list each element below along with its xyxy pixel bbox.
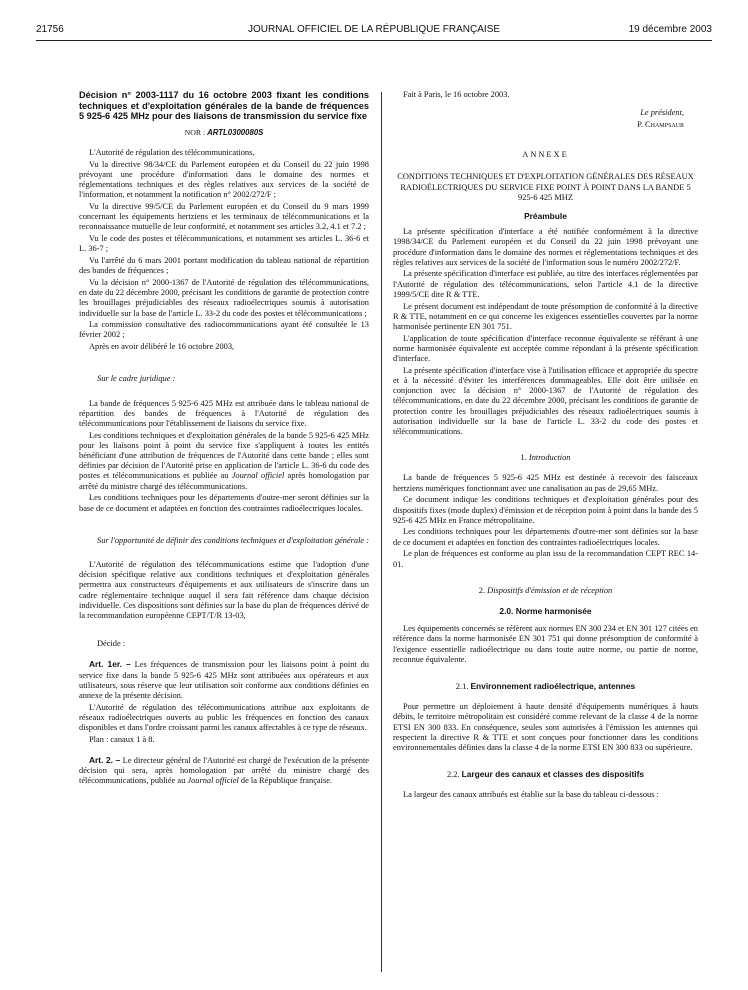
paragraph: Les équipements concernés se réfèrent aux normes EN 300 234 et EN 301 127 citées en référence dans la norme harmonisée EN 301 751 qui donne présomption de conformité à l'exigence essentielle radioélectrique ou dans toute autre norme, ou partie de norme, reconnue équivalente. xyxy=(393,624,698,664)
decision-title: Décision n° 2003-1117 du 16 octobre 2003 fixant les conditions techniques et d'exploitation générales de la bande de fréquences 5 925-6 425 MHz pour des liaisons de transmission du service fixe xyxy=(79,90,369,122)
section-1-heading: 1. Introduction xyxy=(520,453,571,463)
paragraph: La commission consultative des radiocommunications ayant été consultée le 13 février 2002 ; xyxy=(79,320,369,340)
column-divider xyxy=(381,92,382,972)
section-2-1-heading: 2.1. Environnement radioélectrique, antennes xyxy=(455,680,636,691)
article-1-label: Art. 1er. – xyxy=(89,659,131,670)
paragraph: Le présent document est indépendant de toute présomption de conformité à la directive R & TTE, notamment en ce qui concerne les exigences essentielles couvertes par la norme harmonisée pertinente EN 301 751. xyxy=(393,301,698,331)
paragraph: La bande de fréquences 5 925-6 425 MHz est attribuée dans le tableau national de répartition des bandes de fréquences à l'Autorité de régulation des télécommunications pour l'établissement de liaisons du service fixe. xyxy=(79,398,369,428)
section-2-heading: 2. Dispositifs d'émission et de réception xyxy=(478,585,613,595)
paragraph: Ce document indique les conditions techniques et d'exploitation générales pour des dispositifs fixes (mode duplex) d'émission et de réception point à point dans la bande des 5 925-6 425 MHz en France métropolitaine. xyxy=(393,495,698,525)
paragraph: Le plan de fréquences est conforme au plan issu de la recommandation CEPT REC 14-01. xyxy=(393,549,698,569)
page-header xyxy=(36,22,712,41)
nor-code: ARTL0300080S xyxy=(207,127,264,137)
paragraph: Vu la directive 98/34/CE du Parlement européen et du Conseil du 22 juin 1998 prévoyant une procédure d'information dans le domaine des normes et réglementations techniques et des règles relatives aux services de la société de l'information, et notamment la notification n° 2002/272/F ; xyxy=(79,159,369,200)
decide-heading: Décide : xyxy=(97,639,126,649)
annexe-heading: ANNEXE xyxy=(522,150,569,160)
paragraph: Les conditions techniques et d'exploitation générales de la bande 5 925-6 425 MHz pour les liaisons point à point du service fixe s'appliquent à toutes les entités bénéficiant d'une attribution de fréquences de l'Autorité dans cette bande ; elles sont définies par décision de l'Autorité prise en application de l'article L. 36-6 du code des postes et télécommunications et publiée au Journal officiel après homologation par arrêté du ministre chargé des télécommunications. xyxy=(79,430,369,491)
nor-label: NOR : xyxy=(184,127,208,137)
annexe-title: CONDITIONS TECHNIQUES ET D'EXPLOITATION GÉNÉRALES DES RÉSEAUX RADIOÉLECTRIQUES DU SERVICE FIXE POINT À POINT DANS LA BANDE 5 925-6 425 MHZ xyxy=(397,172,694,202)
paragraph: Vu l'arrêté du 6 mars 2001 portant modification du tableau national de répartition des bandes de fréquences ; xyxy=(79,256,369,276)
right-column xyxy=(393,90,698,802)
paragraph: L'Autorité de régulation des télécommunications attribue aux exploitants de réseaux radioélectriques ouverts au public les fréquences en fonction des canaux disponibles et dans l'ordre croissant parmi les canaux affectables à ce type de réseaux. xyxy=(79,702,369,733)
paragraph: La présente spécification d'interface vise à l'utilisation efficace et appropriée du spectre et à la nécessité d'éviter les interférences dommageables. Elle doit être utilisée en conjonction avec la décision n° 2000-1367 de l'Autorité de régulation des télécommunications, en date du 22 décembre 2000, précisant les conditions de garantie de protection contre les brouillages préjudiciables des réseaux radioélectriques soumis à autorisation individuelle sur la base de l'article L. 33-2 du code des postes et télécommunications. xyxy=(393,365,698,436)
paragraph: Fait à Paris, le 16 octobre 2003. xyxy=(403,90,510,99)
preambule-heading: Préambule xyxy=(524,210,567,221)
article-2: Art. 2. – Le directeur général de l'Autorité est chargé de l'exécution de la présente décision qui sera, après homologation par arrêté du ministre chargé des télécommunications, publiée au Journal officiel de la République française. xyxy=(79,755,369,786)
left-column xyxy=(79,90,369,788)
journal-title: JOURNAL OFFICIEL DE LA RÉPUBLIQUE FRANÇAISE xyxy=(247,24,501,35)
paragraph: La présente spécification d'interface est publiée, au titre des interfaces réglementées par l'Autorité de régulation des télécommunications, selon l'article 4.1 de la directive 1999/5/CE dite R & TTE. xyxy=(393,269,698,299)
article-1: Art. 1er. – Les fréquences de transmission pour les liaisons point à point du service fixe dans la bande 5 925-6 425 MHz sont attribuées aux opérateurs et aux utilisateurs, sous réserve que leur utilisation soit conforme aux conditions définies en annexe de la présente décision. xyxy=(79,659,369,701)
paragraph: La bande de fréquences 5 925-6 425 MHz est destinée à recevoir des faisceaux hertziens numériques fonctionnant avec une canalisation au pas de 29,65 MHz. xyxy=(393,473,698,493)
section-heading-cadre: Sur le cadre juridique : xyxy=(97,374,176,384)
paragraph: Après en avoir délibéré le 16 octobre 2003, xyxy=(89,342,235,352)
paragraph: Plan : canaux 1 à 8. xyxy=(89,734,155,744)
paragraph: Vu la directive 99/5/CE du Parlement européen et du Conseil du 9 mars 1999 concernant les équipements hertziens et les terminaux de télécommunications et la reconnaissance mutuelle de leur conformité, et notamment ses articles 3.2, 4.1 et 7.2 ; xyxy=(79,202,369,232)
section-heading-opportunite: Sur l'opportunité de définir des conditions techniques et d'exploitation générale : xyxy=(97,535,369,545)
paragraph: L'Autorité de régulation des télécommunications estime que l'adoption d'une décision spécifique relative aux conditions techniques et d'exploitation générales permettra aux constructeurs d'équipements et aux utilisateurs de s'inscrire dans un cadre réglementaire technique auquel il sera fait référence dans chaque décision individuelle. Ces dispositions sont définies sur la base du plan de fréquences dérivé de la recommandation européenne CEPT/T/R 13-03, xyxy=(79,559,369,620)
paragraph: L'Autorité de régulation des télécommunications, xyxy=(89,147,255,157)
paragraph: Vu la décision n° 2000-1367 de l'Autorité de régulation des télécommunications, en date du 22 décembre 2000, précisant les conditions de garantie de protection contre les brouillages préjudiciables des réseaux radioélectriques soumis à autorisation individuelle sur la base de l'article L. 33-2 du code des postes et télécommunications ; xyxy=(79,277,369,318)
paragraph: Les conditions techniques pour les départements d'outre-mer sont définies sur la base de ce document et adaptées en fonction des contraintes radioélectriques locales. xyxy=(393,527,698,547)
section-2-2-heading: 2.2. Largeur des canaux et classes des dispositifs xyxy=(446,769,645,780)
paragraph: Pour permettre un déploiement à haute densité d'équipements numériques à hauts débits, le territoire métropolitain est considéré comme relevant de la classe 4 de la norme ETSI EN 300 833. En conséquence, seules sont autorisées à l'émission les antennes qui respectent la directive R & TTE et sont conçues pour fonctionner dans les conditions environnementales définies dans la classe 4 de la norme ETSI EN 300 833 ou supérieure. xyxy=(393,702,698,752)
signature-role: Le président, xyxy=(640,108,684,118)
paragraph: Les conditions techniques pour les départements d'outre-mer seront définies sur la base de ce document et adaptées en fonction des contraintes radioélectriques locales. xyxy=(79,493,369,513)
signature-name: P. Champsaur xyxy=(637,119,684,129)
page-number: 21756 xyxy=(36,24,64,35)
paragraph: La largeur des canaux attribués est établie sur la base du tableau ci-dessous : xyxy=(403,790,659,800)
nor-reference xyxy=(79,128,369,138)
paragraph: La présente spécification d'interface a été notifiée conformément à la directive 1998/34/CE du Parlement européen et du Conseil du 22 juin 1998 prévoyant une procédure d'information dans le domaine des normes et réglementations techniques et des règles relatives aux services de la société de l'information sous le numéro 2002/272/F. xyxy=(393,227,698,267)
article-2-label: Art. 2. – xyxy=(89,755,121,766)
paragraph: L'application de toute spécification d'interface reconnue équivalente se référant à une norme harmonisée équivalente est acceptée comme répondant à la présente spécification d'interface. xyxy=(393,333,698,364)
issue-date: 19 décembre 2003 xyxy=(628,24,712,35)
paragraph: Vu le code des postes et télécommunications, et notamment ses articles L. 36-6 et L. 36-7 ; xyxy=(79,234,369,254)
section-2-0-heading: 2.0. Norme harmonisée xyxy=(499,605,592,616)
